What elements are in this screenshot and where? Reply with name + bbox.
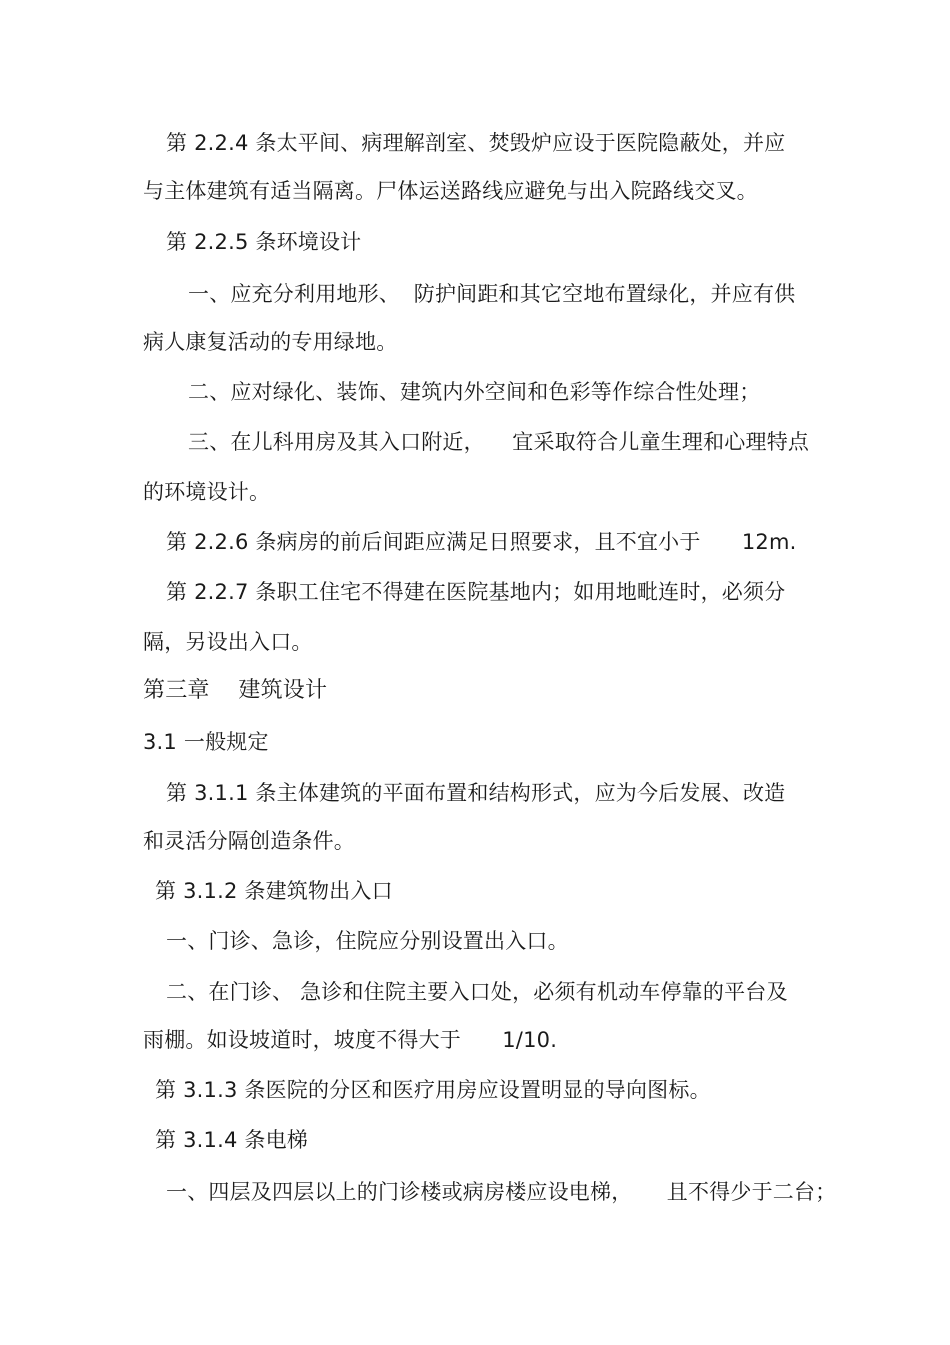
list-item: 二、应对绿化、装饰、建筑内外空间和色彩等作综合性处理； <box>188 380 761 404</box>
paragraph-line: 的环境设计。 <box>143 480 271 504</box>
list-item: 二、在门诊、 急诊和住院主要入口处，必须有机动车停靠的平台及 <box>166 980 788 1004</box>
paragraph-line: 第 2.2.4 条太平间、病理解剖室、焚毁炉应设于医院隐蔽处，并应 <box>166 131 786 155</box>
paragraph-line: 与主体建筑有适当隔离。尸体运送路线应避免与出入院路线交叉。 <box>143 179 758 203</box>
paragraph-line: 病人康复活动的专用绿地。 <box>143 330 398 354</box>
paragraph-line: 第 2.2.6 条病房的前后间距应满足日照要求，且不宜小于 12m. <box>166 530 797 554</box>
paragraph-line: 第 3.1.3 条医院的分区和医疗用房应设置明显的导向图标。 <box>155 1078 711 1102</box>
list-item: 三、在儿科用房及其入口附近， 宜采取符合儿童生理和心理特点 <box>188 430 810 454</box>
list-item: 一、门诊、急诊，住院应分别设置出入口。 <box>166 929 569 953</box>
chapter-heading: 第三章 建筑设计 <box>143 678 328 703</box>
paragraph-line: 第 3.1.1 条主体建筑的平面布置和结构形式，应为今后发展、改造 <box>166 781 786 805</box>
clause-heading: 第 3.1.2 条建筑物出入口 <box>155 879 393 903</box>
paragraph-line: 和灵活分隔创造条件。 <box>143 829 355 853</box>
list-item: 一、应充分利用地形、 防护间距和其它空地布置绿化，并应有供 <box>188 282 796 306</box>
section-heading: 3.1 一般规定 <box>143 730 269 754</box>
clause-heading: 第 2.2.5 条环境设计 <box>166 230 362 254</box>
paragraph-line: 第 2.2.7 条职工住宅不得建在医院基地内；如用地毗连时，必须分 <box>166 580 786 604</box>
paragraph-line: 隔，另设出入口。 <box>143 630 313 654</box>
list-item: 一、四层及四层以上的门诊楼或病房楼应设电梯， 且不得少于二台； <box>166 1180 837 1204</box>
clause-heading: 第 3.1.4 条电梯 <box>155 1128 308 1152</box>
paragraph-line: 雨棚。如设坡道时，坡度不得大于 1/10. <box>143 1028 558 1052</box>
